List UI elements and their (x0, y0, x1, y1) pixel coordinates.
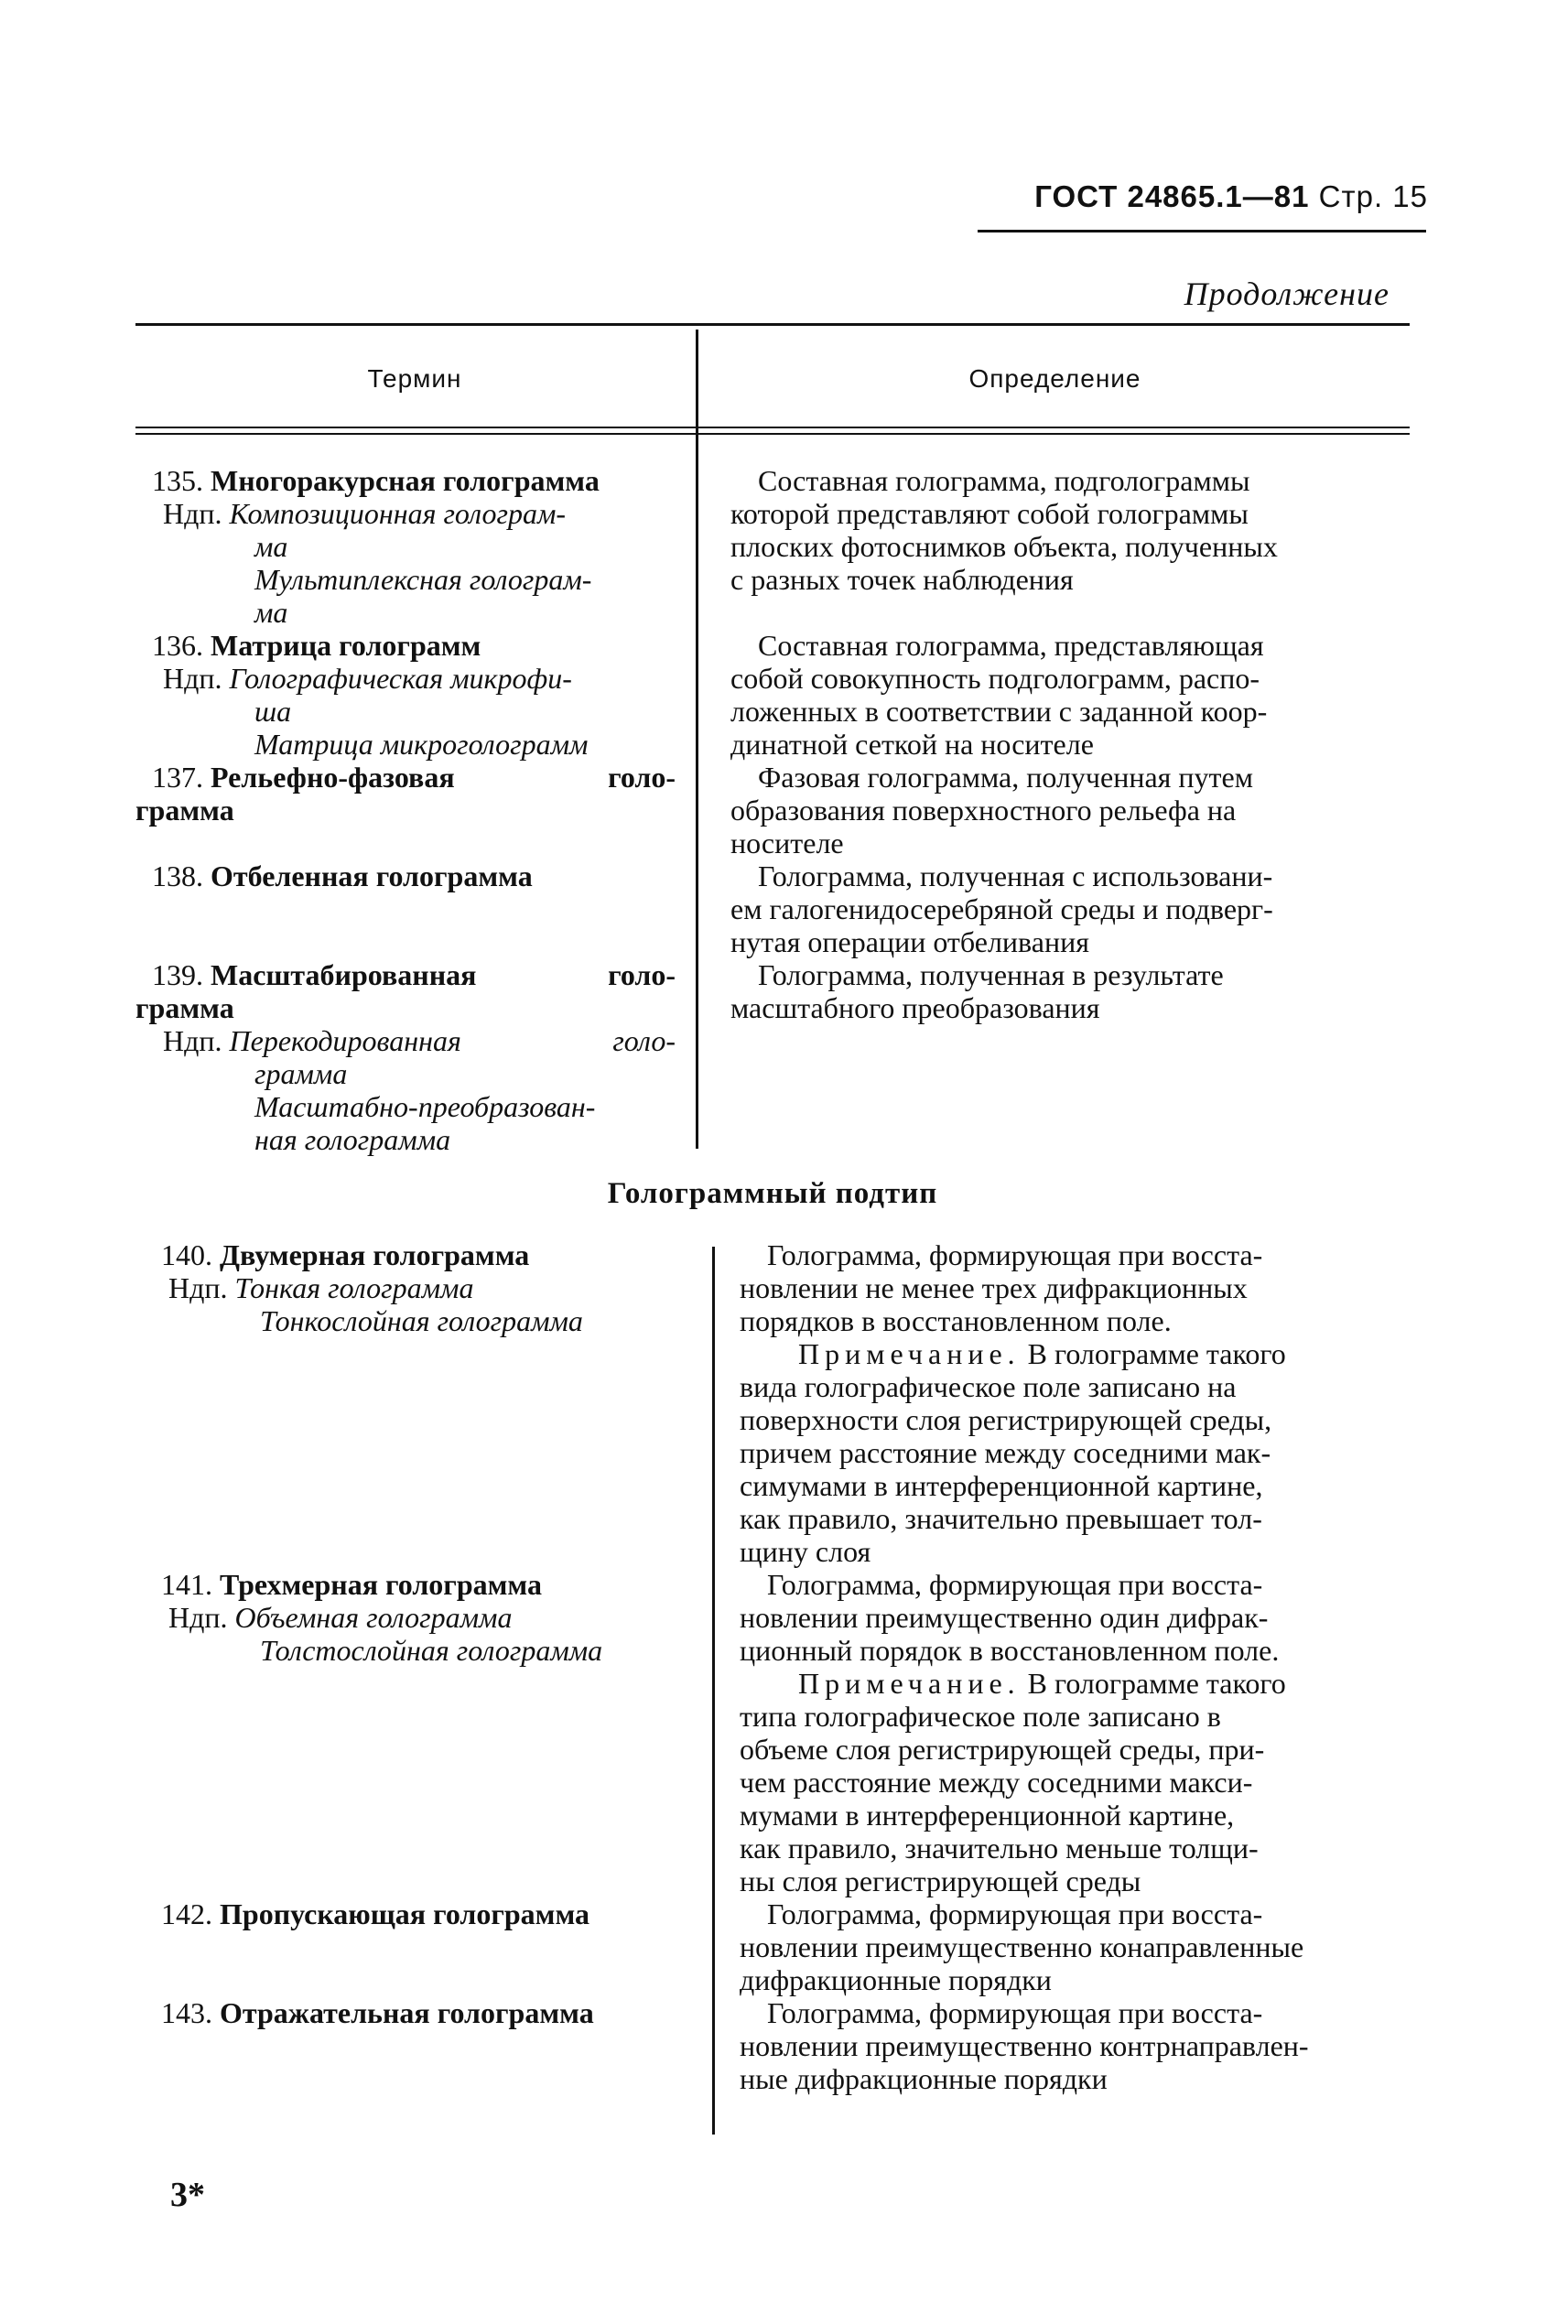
definition-line: собой совокупность подголограмм, распо- (730, 662, 1260, 695)
synonym: Голографическая микрофи- (229, 662, 572, 695)
synonym-continuation: ма (254, 530, 288, 563)
column-divider-top (696, 330, 698, 1149)
ndp-label: Ндп. (168, 1601, 228, 1634)
entry-number: 142. (161, 1897, 212, 1930)
definition-line: порядков в восстановленном поле. (740, 1304, 1172, 1337)
definition-line: носителе (730, 827, 844, 859)
note-line: объеме слоя регистрирующей среды, при- (740, 1733, 1265, 1766)
term-name: Пропускающая голограмма (220, 1897, 590, 1930)
note-text: В голограмме такого (1027, 1667, 1286, 1700)
page-mark: 3* (170, 2176, 205, 2214)
note-line: ны слоя регистрирующей среды (740, 1865, 1141, 1897)
note-line: как правило, значительно меньше толщи- (740, 1832, 1259, 1865)
page-header (970, 179, 1428, 214)
synonym: Тонкая голограмма (234, 1271, 474, 1304)
definition-line: новлении не менее трех дифракционных (740, 1271, 1248, 1304)
note-line: причем расстояние между соседними мак- (740, 1436, 1271, 1469)
term-name-continuation: грамма (135, 991, 234, 1024)
entry-number: 137. (152, 761, 203, 794)
definition-line: Составная голограмма, подголограммы (758, 464, 1250, 497)
definition-line: новлении преимущественно один дифрак- (740, 1601, 1269, 1634)
note-line: как правило, значительно превышает тол- (740, 1502, 1262, 1535)
synonym: Мультиплексная голограм- (254, 563, 592, 596)
definition-138 (730, 859, 1410, 958)
definition-line: Голограмма, формирующая при восста- (767, 1996, 1263, 2029)
header-rule (978, 230, 1426, 232)
term-name: Рельефно-фазовая (211, 761, 455, 794)
term-name: Масштабированная (211, 958, 477, 991)
term-name: Трехмерная голограмма (220, 1568, 542, 1601)
table-head-rule-1 (135, 427, 1410, 428)
synonym-continuation: грамма (254, 1057, 348, 1090)
note-line: симумами в интерференционной картине, (740, 1469, 1263, 1502)
term-name: Матрица голограмм (211, 629, 481, 662)
synonym-continuation: ная голограмма (254, 1123, 451, 1156)
ndp-label: Ндп. (168, 1271, 228, 1304)
synonym: Объемная голограмма (234, 1601, 513, 1634)
definition-line: ные дифракционные порядки (740, 2062, 1108, 2095)
table-top-rule (135, 323, 1410, 326)
synonym-continuation: ша (254, 695, 292, 728)
ndp-label: Ндп. (163, 497, 222, 530)
term-name: Двумерная голограмма (220, 1238, 530, 1271)
note-line: типа голографическое поле записано в (740, 1700, 1221, 1733)
definition-135 (730, 464, 1410, 596)
term-block-135 (135, 464, 676, 629)
definition-line: масштабного преобразования (730, 991, 1100, 1024)
definition-line: Голограмма, формирующая при восста- (767, 1238, 1263, 1271)
note-line: щину слоя (740, 1535, 871, 1568)
definition-line: ционный порядок в восстановленном поле. (740, 1634, 1280, 1667)
definition-line: Составная голограмма, представляющая (758, 629, 1264, 662)
definition-137 (730, 761, 1410, 859)
term-block-143 (135, 1996, 694, 2029)
definition-line: с разных точек наблюдения (730, 563, 1074, 596)
definition-line: Голограмма, полученная с использовани- (758, 859, 1273, 892)
note-line: вида голографическое поле записано на (740, 1370, 1237, 1403)
ndp-label: Ндп. (163, 1024, 222, 1057)
term-block-139 (135, 958, 676, 1156)
definition-line: новлении преимущественно контрнаправлен- (740, 2029, 1309, 2062)
entry-number: 136. (152, 629, 203, 662)
definition-136 (730, 629, 1410, 761)
definition-142 (740, 1897, 1415, 1996)
term-block-137 (135, 761, 676, 827)
term-name: Отражательная голограмма (220, 1996, 594, 2029)
column-header-definition: Определение (968, 364, 1141, 393)
definition-140 (740, 1238, 1415, 1568)
section-title: Голограммный подтип (607, 1177, 938, 1210)
synonym-part: голо- (612, 1024, 676, 1057)
synonym: Толстослойная голограмма (260, 1634, 603, 1667)
term-name-continuation: грамма (135, 794, 234, 827)
table-head-rule-2 (135, 433, 1410, 435)
definition-line: плоских фотоснимков объекта, полученных (730, 530, 1278, 563)
synonym: Перекодированная (229, 1024, 461, 1057)
definition-141 (740, 1568, 1415, 1897)
synonym: Тонкослойная голограмма (260, 1304, 583, 1337)
standard-number: ГОСТ 24865.1—81 (1034, 179, 1310, 213)
note-label: Примечание. (798, 1337, 1021, 1370)
term-name-part: голо- (608, 958, 676, 991)
entry-number: 141. (161, 1568, 212, 1601)
term-block-142 (135, 1897, 694, 1930)
term-name: Многоракурсная голограмма (211, 464, 600, 497)
note-text: В голограмме такого (1027, 1337, 1286, 1370)
definition-line: Фазовая голограмма, полученная путем (758, 761, 1253, 794)
synonym: Композиционная голограм- (229, 497, 567, 530)
definition-line: Голограмма, формирующая при восста- (767, 1897, 1263, 1930)
page-number: Стр. 15 (1318, 179, 1428, 213)
definition-line: ложенных в соответствии с заданной коор- (730, 695, 1268, 728)
synonym-continuation: ма (254, 596, 288, 629)
note-line: мумами в интерференционной картине, (740, 1799, 1235, 1832)
entry-number: 135. (152, 464, 203, 497)
definition-139 (730, 958, 1410, 1024)
entry-number: 143. (161, 1996, 212, 2029)
definition-line: дифракционные порядки (740, 1963, 1052, 1996)
definition-line: Голограмма, формирующая при восста- (767, 1568, 1263, 1601)
column-header-term: Термин (367, 364, 462, 393)
definition-line: ем галогенидосеребряной среды и подверг- (730, 892, 1273, 925)
definition-line: новлении преимущественно конаправленные (740, 1930, 1304, 1963)
ndp-label: Ндп. (163, 662, 222, 695)
entry-number: 139. (152, 958, 203, 991)
definition-line: нутая операции отбеливания (730, 925, 1089, 958)
term-name-part: голо- (608, 761, 676, 794)
term-block-138 (135, 859, 676, 892)
definition-line: образования поверхностного рельефа на (730, 794, 1237, 827)
note-label: Примечание. (798, 1667, 1021, 1700)
definition-143 (740, 1996, 1415, 2095)
term-block-141 (135, 1568, 694, 1667)
entry-number: 140. (161, 1238, 212, 1271)
note-line: чем расстояние между соседними макси- (740, 1766, 1253, 1799)
term-block-136 (135, 629, 676, 761)
note-line: поверхности слоя регистрирующей среды, (740, 1403, 1272, 1436)
synonym: Масштабно-преобразован- (254, 1090, 596, 1123)
definition-line: динатной сеткой на носителе (730, 728, 1094, 761)
definition-line: Голограмма, полученная в результате (758, 958, 1224, 991)
entry-number: 138. (152, 859, 203, 892)
synonym: Матрица микроголограмм (254, 728, 589, 761)
term-name: Отбеленная голограмма (211, 859, 533, 892)
term-block-140 (135, 1238, 694, 1337)
column-divider-bottom (712, 1247, 715, 2135)
continuation-label: Продолжение (1184, 276, 1390, 312)
definition-line: которой представляют собой голограммы (730, 497, 1249, 530)
